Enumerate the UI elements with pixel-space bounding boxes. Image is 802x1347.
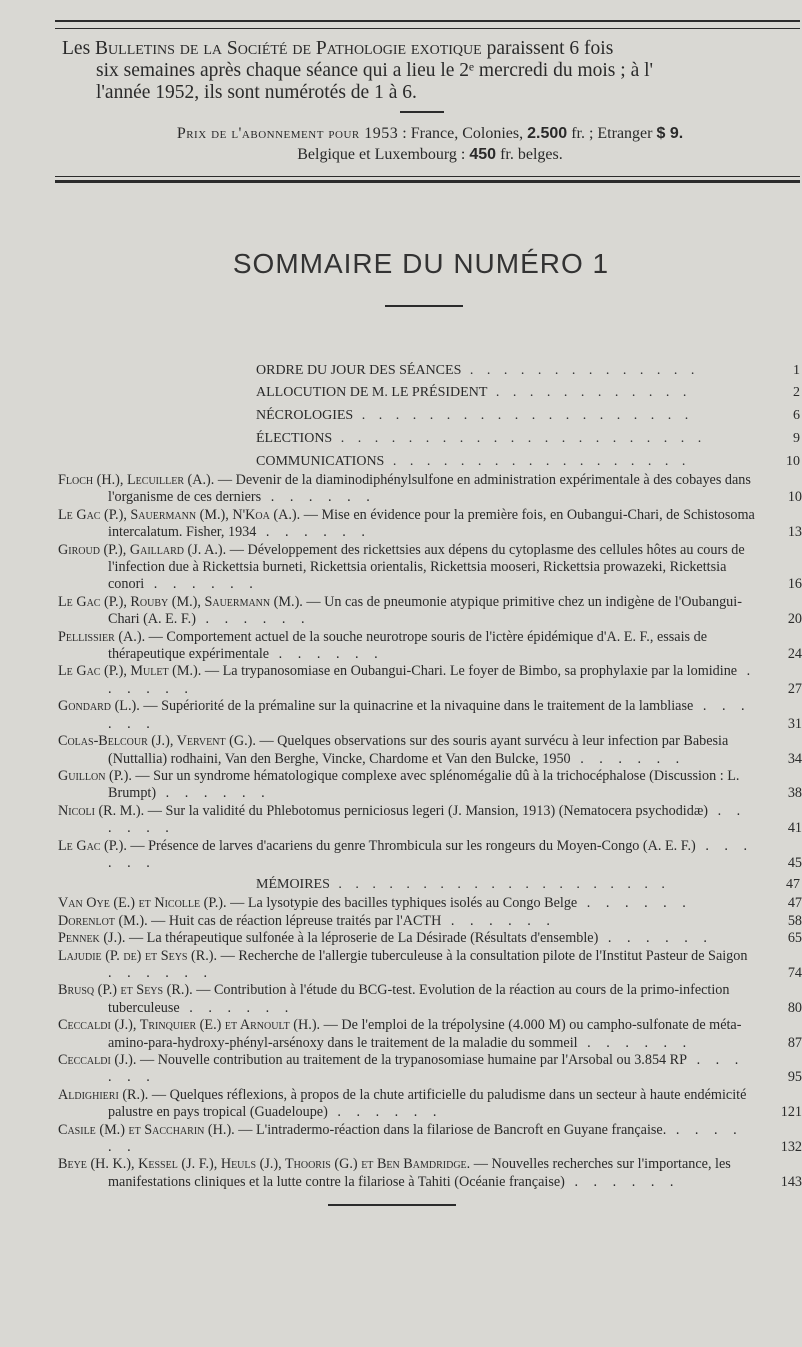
entry-authors: Pennek (J.). [58, 930, 126, 947]
entry-title: — Un cas de pneumonie atypique primitive chez un indigène de l'Oubangui-Chari (A. E. F.) [108, 593, 742, 628]
top-rule [55, 20, 800, 22]
leader-dots: . . . . . . [108, 802, 747, 837]
entry-title: — Nouvelle contribution au traitement de la trypanosomiase humaine par l'Arsobal ou 3.854 RP [136, 1052, 688, 1068]
leader-dots: . . . . . . [108, 964, 214, 981]
toc-entry [58, 930, 802, 947]
subscription-text: fr. belges. [496, 146, 563, 163]
leader-dots: . . . . . . . . . . . . . . . . . . [384, 454, 691, 469]
section-heading [256, 451, 800, 473]
memoires-heading-row [58, 872, 800, 895]
entry-title: — Quelques observations sur des souris ayant survécu à leur infection par Babesia (Nuttallia) rodhaini, Van den Berghe, Vincke, Chardome et Van den Bulcke, 1950 [108, 733, 729, 767]
intro-text: paraissent 6 fois [481, 38, 614, 59]
leader-dots: . . . . . . [598, 930, 713, 947]
section-heading [256, 382, 800, 404]
subscription-text: : France, Colonies, [398, 125, 528, 142]
page-number: 13 [787, 524, 802, 541]
leader-dots: . . . . . . . . . . . . . . . . . . . . [329, 877, 670, 893]
page-number: 38 [787, 785, 802, 802]
page-number: 10 [786, 454, 800, 469]
page-number: 45 [787, 854, 802, 871]
entry-title: — Recherche de l'allergie tuberculeuse à la consultation pilote de l'Institut Pasteur de Saigon [217, 947, 748, 964]
toc-entry [58, 1156, 802, 1191]
leader-dots: . . . . . . . . . . . . . . . . . . . . . . [332, 431, 707, 446]
top-rule-thin [55, 28, 800, 29]
intro-line-1 [62, 38, 762, 60]
toc-entry [58, 593, 802, 629]
leader-dots: . . . . . . [195, 611, 311, 628]
leader-dots: . . . . . . . . . . . . . . . . . . . . [353, 408, 694, 423]
leader-dots: . . . . . . [570, 750, 686, 767]
entry-title: — L'intradermo-réaction dans la filariose de Bancroft en Guyane française. [234, 1121, 667, 1138]
page-number: 9 [793, 431, 800, 446]
toc-entry [58, 912, 802, 930]
entry-authors: Lajudie (P. de) et Seys (R.). [58, 947, 218, 964]
entry-title: — La trypanosomiase en Oubangui-Chari. Le foyer de Bimbo, sa prophylaxie par la lomidine [201, 663, 738, 680]
page-number: 47 [787, 895, 802, 912]
entry-authors: Giroud (P.), Gaillard (J. A.). [58, 541, 227, 558]
leader-dots: . . . . . . [256, 524, 371, 541]
section-label: NÉCROLOGIES [256, 408, 354, 423]
intro-paragraph [62, 38, 762, 104]
intro-line-3: l'année 1952, ils sont numérotés de 1 à 6. [96, 82, 417, 103]
entry-authors: Van Oye (E.) et Nicolle (P.). [58, 895, 227, 912]
bottom-divider [328, 1204, 456, 1206]
page-number: 41 [787, 820, 802, 837]
leader-dots: . . . . . . [577, 1034, 693, 1051]
page-number: 80 [787, 999, 802, 1016]
france-price: 2.500 [527, 125, 568, 142]
toc-entry [58, 767, 802, 803]
page-number: 47 [786, 877, 800, 893]
toc-entry [58, 947, 802, 983]
leader-dots: . . . . . . [261, 489, 376, 506]
page-number: 143 [780, 1173, 802, 1190]
entry-authors: Pellissier (A.). [58, 628, 146, 645]
subscription-text: Belgique et Luxembourg : [297, 146, 470, 163]
leader-dots: . . . . . . . . . . . . . . [461, 363, 700, 378]
section-heading [256, 428, 800, 450]
intro-text: Les [62, 38, 96, 59]
leader-dots: . . . . . . [108, 1121, 743, 1156]
section-label: MÉMOIRES [256, 877, 330, 893]
leader-dots: . . . . . . . . . . . . [487, 385, 692, 400]
entry-title: — Supériorité de la prémaline sur la quinacrine et la nivaquine dans le traitement de la lambliase [139, 698, 694, 715]
leader-dots: . . . . . . [577, 895, 692, 912]
section-label: ALLOCUTION DE M. LE PRÉSIDENT [256, 385, 488, 400]
page-number: 6 [793, 408, 800, 423]
section-rule [55, 180, 800, 183]
entry-authors: Le Gac (P.), Mulet (M.). [58, 663, 202, 680]
leader-dots: . . . . . . [327, 1104, 443, 1121]
section-label: ORDRE DU JOUR DES SÉANCES [256, 363, 462, 378]
page-number: 2 [793, 385, 800, 400]
entry-title: — Comportement actuel de la souche neurotrope souris de l'ictère épidémique d'A. E. F., essais de thérapeutique expérimentale [108, 628, 707, 663]
toc-entry [58, 733, 802, 768]
section-heading [256, 405, 800, 427]
entry-title: — De l'emploi de la trépolysine (4.000 M) ou campho-sulfonate de méta-amino-para-hydroxy-phényl-arsénoxy dans le traitement de la maladie du sommeil [108, 1017, 742, 1051]
entry-authors: Brusq (P.) et Seys (R.). [58, 982, 193, 999]
entry-title: — Développement des rickettsies aux dépens du cytoplasme des cellules hôtes au cours de l'infection due à Rickettsia burneti, Rickettsia orientalis, Rickettsia mooseri, Rickettsia prowazeki, Rickettsia conori [108, 541, 745, 593]
leader-dots: . . . . . . [108, 663, 757, 697]
entry-title: — La lysotypie des bacilles typhiques isolés au Congo Belge [226, 895, 578, 912]
page-number: 95 [787, 1069, 802, 1086]
entry-authors: Aldighieri (R.). [58, 1086, 149, 1103]
memoires-list [58, 895, 802, 1191]
entry-authors: Floch (H.), Lecuiller (A.). [58, 472, 215, 488]
leader-dots: . . . . . . [269, 646, 384, 663]
subscription-info [60, 123, 800, 165]
leader-dots: . . . . . . [179, 999, 295, 1016]
page-number: 24 [787, 646, 802, 663]
toc-entry [58, 472, 802, 507]
short-divider [400, 111, 444, 113]
section-rule-thin [55, 176, 800, 177]
page-number: 31 [787, 715, 802, 732]
section-label: ÉLECTIONS [256, 431, 333, 446]
toc-entry [58, 1086, 802, 1122]
toc-entry [58, 1017, 802, 1052]
entry-title: — Quelques réflexions, à propos de la chute artificielle du paludisme dans un secteur à haute endémicité palustre en pays tropical (Guadeloupe) [108, 1086, 747, 1121]
journal-name: Bulletins de la Société de Pathologie exotique [95, 38, 482, 59]
entry-authors: Ceccaldi (J.), Trinquier (E.) et Arnoult (H.). [58, 1017, 321, 1034]
entry-authors: Guillon (P.). [58, 767, 132, 784]
entry-title: — Mise en évidence pour la première fois, en Oubangui-Chari, de Schistosoma intercalatum. Fisher, 1934 [108, 506, 755, 541]
leader-dots: . . . . . . [441, 912, 556, 929]
leader-dots: . . . . . . [108, 837, 754, 871]
entry-title: — Présence de larves d'acariens du genre Thrombicula sur les rongeurs du Moyen-Congo (A. E. F.) [126, 837, 696, 854]
entry-title: — La thérapeutique sulfonée à la léproserie de La Désirade (Résultats d'ensemble) [125, 930, 599, 947]
toc-entry [58, 1121, 802, 1157]
entry-title: — Huit cas de réaction lépreuse traités par l'ACTH [147, 912, 442, 929]
page-number: 87 [787, 1034, 802, 1051]
page-number: 132 [780, 1139, 802, 1156]
page-number: 20 [787, 611, 802, 628]
page-number: 74 [787, 964, 802, 981]
entry-title: — Sur la validité du Phlebotomus perniciosus legeri (J. Mansion, 1913) (Nematocera psychodidæ) [144, 802, 709, 819]
entry-authors: Nicoli (R. M.). [58, 802, 145, 819]
entry-authors: Dorenlot (M.). [58, 912, 148, 929]
foreign-price: $ 9. [656, 125, 684, 142]
page-title: SOMMAIRE DU NUMÉRO 1 [232, 248, 610, 279]
leader-dots: . . . . . . [156, 785, 271, 802]
subscription-line-1 [60, 123, 800, 144]
page-number: 10 [787, 489, 802, 506]
toc-entry [58, 628, 802, 664]
toc-entry [58, 541, 802, 594]
page-number: 34 [787, 750, 802, 767]
page-number: 65 [787, 930, 802, 947]
page-number: 121 [780, 1104, 802, 1121]
title-underline [385, 305, 463, 307]
page-number: 16 [787, 576, 802, 593]
leader-dots: . . . . . . [144, 576, 259, 593]
entry-title: — Sur un syndrome hématologique complexe avec splénomégalie dû à la trichocéphalose (Discussion : L. Brumpt) [108, 767, 740, 802]
leader-dots: . . . . . . [564, 1173, 680, 1190]
toc-entry [58, 895, 802, 912]
toc-entry [58, 1052, 802, 1087]
table-of-contents [58, 472, 802, 1191]
page-number: 1 [793, 363, 800, 378]
entry-authors: Ceccaldi (J.). [58, 1052, 137, 1068]
section-label: COMMUNICATIONS [256, 454, 385, 469]
belgium-price: 450 [469, 146, 497, 163]
communications-list [58, 472, 802, 872]
toc-entry [58, 698, 802, 733]
entry-authors: Le Gac (P.), Rouby (M.), Sauermann (M.). [58, 593, 303, 610]
toc-entry [58, 506, 802, 542]
entry-authors: Le Gac (P.). [58, 837, 127, 854]
toc-entry [58, 663, 802, 698]
toc-entry [58, 982, 802, 1017]
section-heading-memoires [256, 874, 800, 896]
entry-authors: Gondard (L.). [58, 698, 140, 715]
entry-authors: Beye (H. K.), Kessel (J. F.), Heuls (J.), Thooris (G.) et Ben Bamdridge. [58, 1156, 471, 1173]
leader-dots: . . . . . . [108, 1052, 745, 1086]
entry-title: — Devenir de la diaminodiphénylsulfone en administration expérimentale à des cobayes dans l'organisme de ces derniers [108, 472, 751, 506]
entry-authors: Colas-Belcour (J.), Vervent (G.). [58, 733, 256, 750]
entry-authors: Le Gac (P.), Sauermann (M.), N'Koa (A.). [58, 506, 301, 523]
intro-line-2: six semaines après chaque séance qui a lieu le 2ᵉ mercredi du mois ; à l' [96, 60, 654, 81]
page-number: 58 [787, 912, 802, 929]
subscription-label: Prix de l'abonnement pour 1953 [176, 125, 399, 142]
toc-entry [58, 802, 802, 838]
section-heading [256, 360, 800, 382]
page-number: 27 [787, 680, 802, 697]
leader-dots: . . . . . . [108, 698, 751, 732]
toc-entry [58, 837, 802, 873]
entry-authors: Casile (M.) et Saccharin (H.). [58, 1121, 235, 1138]
entry-title: — Contribution à l'étude du BCG-test. Evolution de la réaction au cours de la primo-infection tuberculeuse [108, 982, 730, 1016]
subscription-text: fr. ; Etranger [567, 125, 657, 142]
subscription-line-2 [60, 144, 800, 165]
entry-title: — Nouvelles recherches sur l'importance, les manifestations cliniques et la lutte contre la filariose à Tahiti (Océanie française) [108, 1156, 731, 1190]
